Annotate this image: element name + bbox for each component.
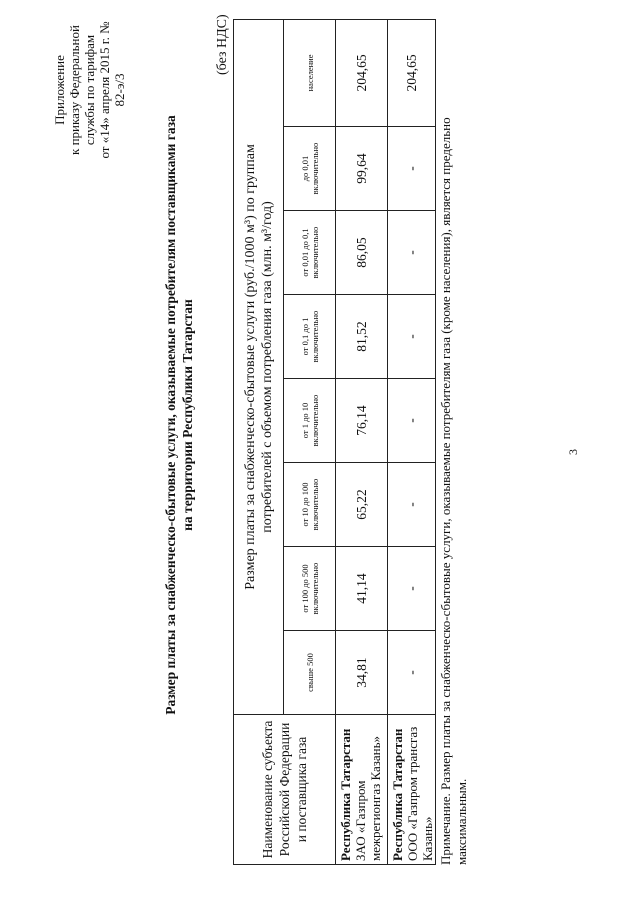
group-label-sub: включительно — [309, 562, 320, 615]
group-header — [284, 295, 336, 379]
name-header-line: Наименование субъекта — [260, 720, 275, 859]
footnote: Примечание. Размер платы за снабженческо-сбытовые услуги, оказываемые потребителям газа (кроме населения), является предельно максимальным. — [438, 117, 469, 865]
value-cell: - — [388, 379, 436, 463]
value-cell: 204,65 — [336, 19, 388, 126]
value-cell: 204,65 — [388, 19, 436, 126]
group-header — [284, 463, 336, 547]
value-cell: 81,52 — [336, 295, 388, 379]
group-label-sub: включительно — [309, 226, 320, 279]
tariff-table — [233, 19, 436, 865]
annex-line: к приказу Федеральной — [67, 25, 82, 155]
group-label-sub: включительно — [309, 142, 320, 195]
group-label: от 10 до 100 — [299, 482, 310, 527]
annex-line: службы по тарифам — [82, 34, 97, 146]
value-cell: 76,14 — [336, 379, 388, 463]
supplier-name: ООО «Газпром трансгаз Казань» — [405, 726, 435, 861]
group-label: от 0,01 до 0,1 — [299, 228, 310, 277]
annex-line: от «14» апреля 2015 г. № 82-э/3 — [97, 21, 127, 159]
annex-block — [52, 15, 127, 165]
group-label: от 1 до 10 — [299, 402, 310, 439]
price-header-line: потребителей с объемом потребления газа (млн. м³/год) — [259, 201, 275, 533]
vat-note: (без НДС) — [215, 14, 230, 75]
price-header-line: Размер платы за снабженческо-сбытовые услуги (руб./1000 м³) по группам — [242, 144, 258, 590]
group-label: свыше 500 — [304, 653, 315, 692]
group-label: до 0,01 — [299, 155, 310, 182]
page-number: 3 — [566, 449, 580, 455]
value-cell: - — [388, 295, 436, 379]
name-header-line: Российской Федерации — [277, 722, 292, 857]
value-cell: - — [388, 127, 436, 211]
value-cell: - — [388, 211, 436, 295]
group-label: от 100 до 500 — [299, 564, 310, 613]
value-cell: - — [388, 463, 436, 547]
value-cell: 65,22 — [336, 463, 388, 547]
document-title — [162, 15, 196, 815]
name-header-line: и поставщика газа — [294, 736, 309, 843]
region-name: Республика Татарстан — [390, 728, 405, 861]
value-cell: 86,05 — [336, 211, 388, 295]
group-label: население — [304, 54, 315, 92]
group-header — [284, 211, 336, 295]
group-label-sub: включительно — [309, 310, 320, 363]
header-row — [234, 19, 284, 864]
title-line: Размер платы за снабженческо-сбытовые услуги, оказываемые потребителям поставщиками газа — [163, 115, 178, 715]
group-label-sub: включительно — [309, 478, 320, 531]
region-name: Республика Татарстан — [338, 728, 353, 861]
supplier-cell — [336, 715, 388, 865]
group-header — [284, 547, 336, 631]
group-label: от 0,1 до 1 — [299, 317, 310, 356]
title-line: на территории Республики Татарстан — [180, 299, 195, 531]
table-row — [336, 19, 388, 864]
value-cell: 99,64 — [336, 127, 388, 211]
supplier-cell — [388, 715, 436, 865]
value-cell: 34,81 — [336, 631, 388, 715]
group-header — [284, 127, 336, 211]
table-row — [388, 19, 436, 864]
value-cell: - — [388, 547, 436, 631]
annex-line: Приложение — [52, 55, 67, 125]
group-label-sub: включительно — [309, 394, 320, 447]
group-header — [284, 379, 336, 463]
name-header — [234, 715, 336, 865]
supplier-name: ЗАО «Газпром межрегионгаз Казань» — [353, 735, 383, 861]
group-header — [284, 631, 336, 715]
value-cell: - — [388, 631, 436, 715]
value-cell: 41,14 — [336, 547, 388, 631]
price-header — [234, 19, 284, 714]
group-header — [284, 19, 336, 126]
